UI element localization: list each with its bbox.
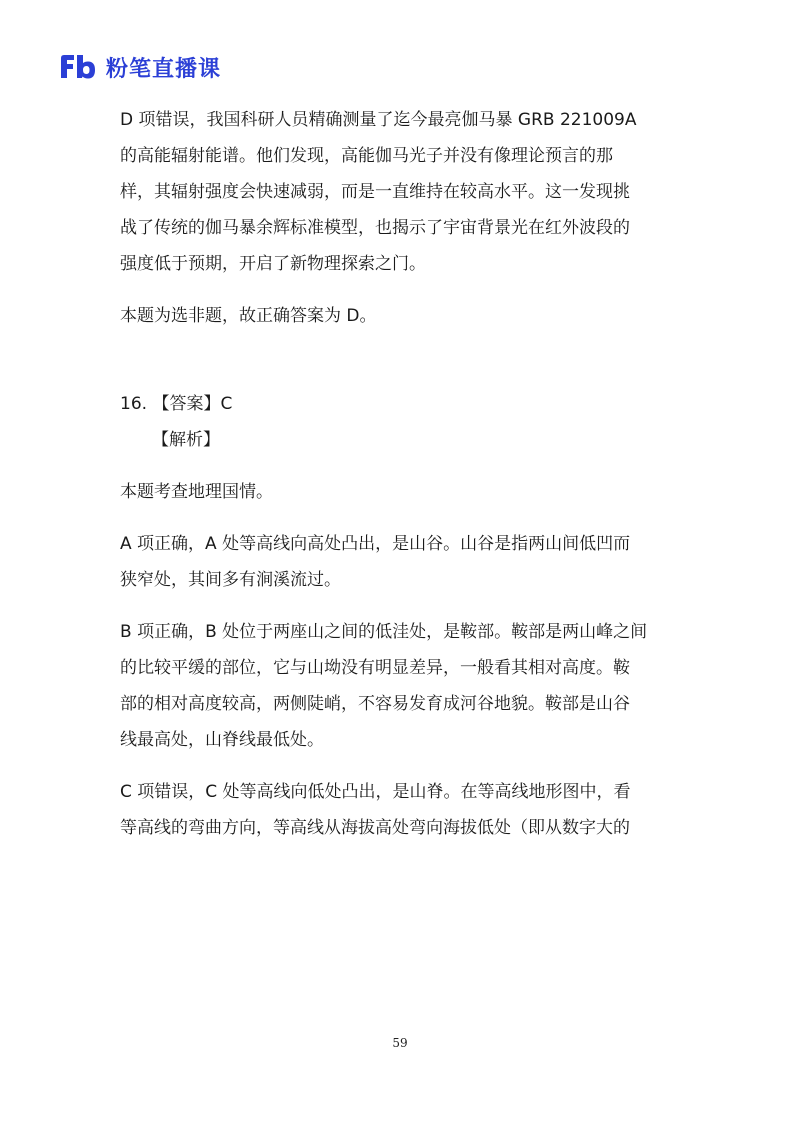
text-line: 战了传统的伽马暴余辉标准模型，也揭示了宇宙背景光在红外波段的 [120,218,630,238]
text-line: 样，其辐射强度会快速减弱，而是一直维持在较高水平。这一发现挑 [120,182,630,202]
text-line: A 项正确，A 处等高线向高处凸出，是山谷。山谷是指两山间低凹而 [120,534,631,554]
brand-title: 粉笔直播课 [106,56,222,82]
text-line: 强度低于预期，开启了新物理探索之门。 [120,254,426,274]
question-16-answer: 16. 【答案】C [120,394,233,414]
text-line: 部的相对高度较高，两侧陡峭，不容易发育成河谷地貌。鞍部是山谷 [120,694,630,714]
text-line: 狭窄处，其间多有涧溪流过。 [120,570,341,590]
paragraph-option-c [120,774,680,846]
text-line: 的高能辐射能谱。他们发现，高能伽马光子并没有像理论预言的那 [120,146,613,166]
text-line: 等高线的弯曲方向，等高线从海拔高处弯向海拔低处（即从数字大的 [120,818,630,838]
topic-text: 本题考查地理国情。 [120,482,273,502]
text-line: C 项错误，C 处等高线向低处凸出，是山脊。在等高线地形图中，看 [120,782,631,802]
page-header [58,50,221,84]
analysis-heading: 【解析】 [152,430,220,450]
text-line: D 项错误，我国科研人员精确测量了迄今最亮伽马暴 GRB 221009A [120,110,637,130]
text-line: 的比较平缓的部位，它与山坳没有明显差异，一般看其相对高度。鞍 [120,658,630,678]
paragraph-option-a [120,526,680,598]
fb-logo-icon [58,52,98,82]
conclusion-text: 本题为选非题，故正确答案为 D。 [120,306,377,326]
text-line: 线最高处，山脊线最低处。 [120,730,324,750]
document-body [120,102,680,846]
page-number: 59 [392,1036,408,1050]
paragraph-option-d [120,102,680,282]
text-line: B 项正确，B 处位于两座山之间的低洼处，是鞍部。鞍部是两山峰之间 [120,622,648,642]
paragraph-option-b [120,614,680,758]
